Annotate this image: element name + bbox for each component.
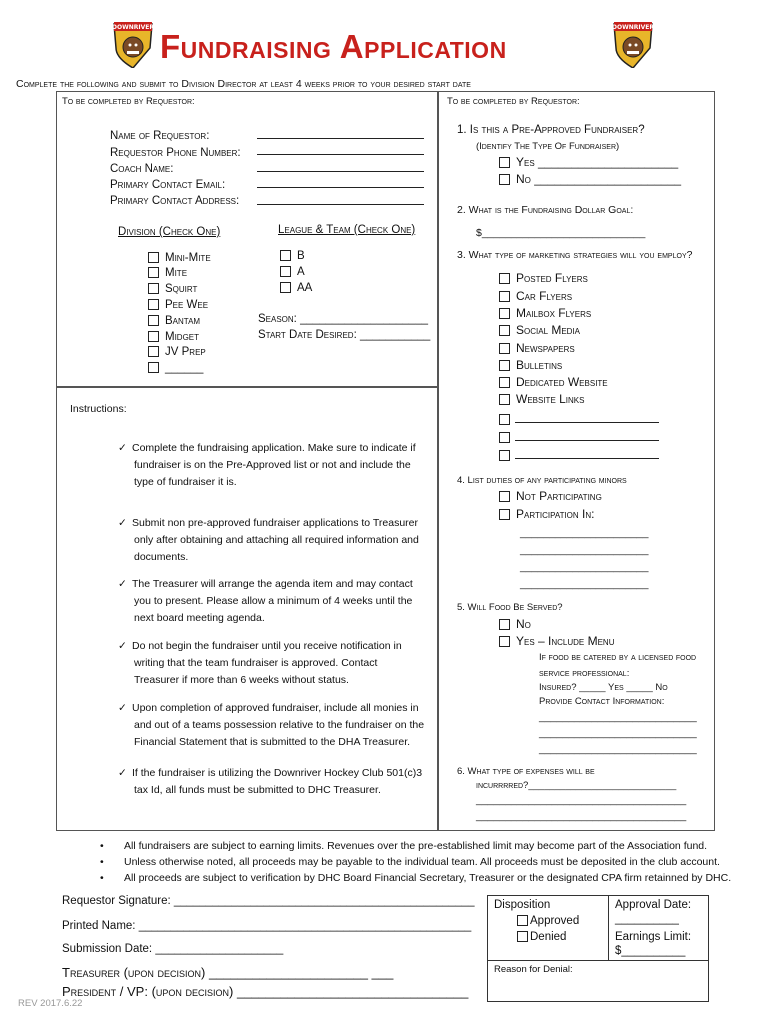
- checkmark-icon: ✓: [118, 578, 127, 590]
- downriver-logo-right: [610, 18, 656, 68]
- checkbox-icon[interactable]: [499, 509, 510, 520]
- q4-option[interactable]: Participation In:: [499, 507, 594, 521]
- league-option[interactable]: AA: [280, 282, 312, 294]
- downriver-logo-left: [110, 18, 156, 68]
- bullet-icon: •: [100, 856, 104, 868]
- marketing-option[interactable]: Social Media: [499, 323, 580, 337]
- approved-option[interactable]: Approved: [517, 915, 579, 927]
- revision-label: REV 2017.6.22: [18, 998, 83, 1009]
- disposition-divider: [487, 960, 708, 961]
- checkmark-icon: ✓: [118, 517, 127, 529]
- marketing-other-option[interactable]: [499, 411, 516, 429]
- checkbox-icon[interactable]: [148, 346, 159, 357]
- disposition-heading: Disposition: [494, 899, 551, 911]
- division-option[interactable]: Mini-Mite: [148, 252, 211, 264]
- checkbox-icon[interactable]: [499, 343, 510, 354]
- approval-date-field[interactable]: __________: [615, 913, 679, 925]
- instruction-item: ✓ Submit non pre-approved fundraiser applications to Treasurer only after obtaining and attaching all required information and documents.: [118, 517, 419, 563]
- marketing-other-line[interactable]: [515, 422, 659, 423]
- question-2: 2. What is the Fundraising Dollar Goal:: [457, 204, 634, 216]
- checkbox-icon[interactable]: [148, 299, 159, 310]
- instruction-item: ✓ The Treasurer will arrange the agenda item and may contact you to present. Please allow a minimum of 4 weeks until the next board meeting agenda.: [118, 578, 413, 624]
- q5-yes-option[interactable]: Yes – Include Menu: [499, 634, 614, 648]
- contact-email-line[interactable]: [257, 187, 424, 188]
- checkbox-icon[interactable]: [499, 450, 510, 461]
- svg-text:DOWNRIVER: DOWNRIVER: [612, 24, 654, 31]
- note-bullet: • Unless otherwise noted, all proceeds may be payable to the individual team. All proceeds must be deposited in the club account.: [100, 856, 720, 868]
- division-option[interactable]: Bantam: [148, 315, 200, 327]
- q5-no-option[interactable]: No: [499, 617, 531, 631]
- division-option[interactable]: Midget: [148, 331, 199, 343]
- participation-line[interactable]: ______________________: [520, 544, 649, 556]
- note-bullet: • All proceeds are subject to verification by DHC Board Financial Secretary, Treasurer or the designated CPA firm retainned by DHC.: [100, 872, 732, 884]
- bullet-icon: •: [100, 872, 104, 884]
- checkbox-icon[interactable]: [499, 636, 510, 647]
- marketing-other-line[interactable]: [515, 440, 659, 441]
- submission-date-field[interactable]: Submission Date: ____________________: [62, 943, 284, 955]
- marketing-option[interactable]: Car Flyers: [499, 289, 572, 303]
- q1-no-option[interactable]: No ______________________: [499, 172, 681, 186]
- dollar-goal-field[interactable]: $____________________________: [476, 227, 646, 239]
- season-field[interactable]: Season: ____________________: [258, 313, 428, 325]
- bullet-icon: •: [100, 840, 104, 852]
- marketing-other-line[interactable]: [515, 458, 659, 459]
- question-4: 4. List duties of any participating minors: [457, 475, 627, 486]
- checkbox-icon[interactable]: [148, 252, 159, 263]
- q5-insured[interactable]: Insured? _____ Yes _____ No: [539, 682, 668, 693]
- checkbox-icon[interactable]: [517, 915, 528, 926]
- treasurer-field[interactable]: Treasurer (upon decision) ______________________ ___: [62, 965, 394, 980]
- contact-info-line[interactable]: ___________________________: [539, 743, 697, 755]
- checkbox-icon[interactable]: [499, 308, 510, 319]
- field-label-name: Name of Requestor:: [110, 130, 210, 142]
- note-bullet: • All fundraisers are subject to earning limits. Revenues over the pre-established limit may become part of the Association fund.: [100, 840, 708, 852]
- marketing-option[interactable]: Dedicated Website: [499, 375, 608, 389]
- instruction-item: ✓ Upon completion of approved fundraiser, include all monies in and out of a teams possession relative to the fundraiser on the Financial Statement that is submitted to the DHA Treasurer.: [118, 702, 425, 748]
- checkbox-icon[interactable]: [280, 266, 291, 277]
- right-section-label: To be completed by Requestor:: [447, 96, 580, 107]
- marketing-option[interactable]: Website Links: [499, 392, 584, 406]
- page-title: Fundraising Application: [160, 28, 507, 65]
- field-label-coach: Coach Name:: [110, 163, 174, 175]
- league-option[interactable]: B: [280, 250, 305, 262]
- instruction-item: ✓ Do not begin the fundraiser until you receive notification in writing that the team fundraiser is approved. Contact Treasurer if more than 6 weeks without status.: [118, 640, 402, 686]
- checkbox-icon[interactable]: [499, 394, 510, 405]
- header-instruction: Complete the following and submit to Division Director at least 4 weeks prior to your desired start date: [16, 78, 471, 90]
- division-option[interactable]: Mite: [148, 267, 187, 279]
- checkbox-icon[interactable]: [499, 432, 510, 443]
- instructions-heading: Instructions:: [70, 403, 127, 415]
- league-heading: League & Team (Check One): [278, 224, 416, 236]
- participation-line[interactable]: ______________________: [520, 527, 649, 539]
- participation-line[interactable]: ______________________: [520, 578, 649, 590]
- participation-line[interactable]: ______________________: [520, 561, 649, 573]
- field-label-email: Primary Contact Email:: [110, 179, 226, 191]
- marketing-other-option[interactable]: [499, 429, 516, 447]
- checkmark-icon: ✓: [118, 767, 127, 779]
- q5-provide-contact: Provide Contact Information:: [539, 696, 665, 707]
- checkbox-icon[interactable]: [499, 273, 510, 284]
- marketing-option[interactable]: Newspapers: [499, 341, 575, 355]
- marketing-option[interactable]: Mailbox Flyers: [499, 306, 591, 320]
- checkbox-icon[interactable]: [280, 282, 291, 293]
- q5-note: service professional:: [539, 668, 630, 679]
- checkbox-icon[interactable]: [148, 283, 159, 294]
- checkmark-icon: ✓: [118, 640, 127, 652]
- requestor-signature-field[interactable]: Requestor Signature: _______________________________________________: [62, 895, 475, 907]
- question-1: 1. Is this a Pre-Approved Fundraiser?: [457, 124, 645, 136]
- field-label-address: Primary Contact Address:: [110, 195, 240, 207]
- question-5: 5. Will Food Be Served?: [457, 602, 563, 613]
- marketing-other-option[interactable]: [499, 447, 516, 465]
- denied-option[interactable]: Denied: [517, 931, 566, 943]
- division-heading: Division (Check One): [118, 226, 221, 238]
- reason-for-denial-label[interactable]: Reason for Denial:: [494, 964, 573, 975]
- checkbox-icon[interactable]: [148, 267, 159, 278]
- league-option[interactable]: A: [280, 266, 305, 278]
- contact-address-line[interactable]: [257, 204, 424, 205]
- q4-option[interactable]: Not Participating: [499, 489, 602, 503]
- earnings-limit-field[interactable]: $__________: [615, 945, 686, 957]
- expenses-line[interactable]: ____________________________________: [476, 810, 687, 822]
- division-option[interactable]: JV Prep: [148, 346, 206, 358]
- checkmark-icon: ✓: [118, 442, 127, 454]
- coach-name-line[interactable]: [257, 171, 424, 172]
- instruction-item: ✓ If the fundraiser is utilizing the Downriver Hockey Club 501(c)3 tax Id, all funds must be submitted to DHC Treasurer.: [118, 767, 423, 796]
- marketing-option[interactable]: Posted Flyers: [499, 271, 588, 285]
- printed-name-field[interactable]: Printed Name: ____________________________________________________: [62, 920, 472, 932]
- left-section-label: To be completed by Requestor:: [62, 96, 195, 107]
- division-option[interactable]: Squirt: [148, 283, 197, 295]
- question-1-sub: (Identify The Type Of Fundraiser): [476, 141, 620, 152]
- q1-yes-option[interactable]: Yes _____________________: [499, 155, 678, 169]
- checkmark-icon: ✓: [118, 702, 127, 714]
- checkbox-icon[interactable]: [148, 331, 159, 342]
- checkbox-icon[interactable]: [499, 174, 510, 185]
- question-6: 6. What type of expenses will be: [457, 766, 595, 777]
- instruction-item: ✓ Complete the fundraising application. Make sure to indicate if fundraiser is on the Pre-Approved list or not and include the type of fundraiser it is.: [118, 442, 416, 488]
- checkbox-icon[interactable]: [499, 291, 510, 302]
- checkbox-icon[interactable]: [499, 157, 510, 168]
- marketing-option[interactable]: Bulletins: [499, 358, 562, 372]
- expenses-line[interactable]: ____________________________________: [476, 794, 687, 806]
- division-option[interactable]: ______: [148, 362, 203, 374]
- start-date-field[interactable]: Start Date Desired: ___________: [258, 329, 431, 341]
- checkbox-icon[interactable]: [499, 414, 510, 425]
- approval-date-label: Approval Date:: [615, 899, 692, 911]
- requestor-phone-line[interactable]: [257, 154, 424, 155]
- q5-note: If food be catered by a licensed food: [539, 652, 697, 663]
- checkbox-icon[interactable]: [280, 250, 291, 261]
- requestor-name-line[interactable]: [257, 138, 424, 139]
- question-6-line[interactable]: incurrrred?____________________________: [476, 780, 677, 791]
- question-3: 3. What type of marketing strategies will you employ?: [457, 249, 693, 261]
- disposition-divider: [608, 895, 609, 960]
- checkbox-icon[interactable]: [148, 315, 159, 326]
- checkbox-icon[interactable]: [499, 619, 510, 630]
- checkbox-icon[interactable]: [499, 360, 510, 371]
- checkbox-icon[interactable]: [499, 377, 510, 388]
- president-field[interactable]: President / VP: (upon decision) ________________________________: [62, 984, 469, 999]
- checkbox-icon[interactable]: [499, 325, 510, 336]
- division-option[interactable]: Pee Wee: [148, 299, 208, 311]
- earnings-limit-label: Earnings Limit:: [615, 931, 692, 943]
- contact-info-line[interactable]: ___________________________: [539, 711, 697, 723]
- svg-text:DOWNRIVER: DOWNRIVER: [112, 24, 154, 31]
- checkbox-icon[interactable]: [499, 491, 510, 502]
- checkbox-icon[interactable]: [517, 931, 528, 942]
- checkbox-icon[interactable]: [148, 362, 159, 373]
- contact-info-line[interactable]: ___________________________: [539, 727, 697, 739]
- field-label-phone: Requestor Phone Number:: [110, 147, 241, 159]
